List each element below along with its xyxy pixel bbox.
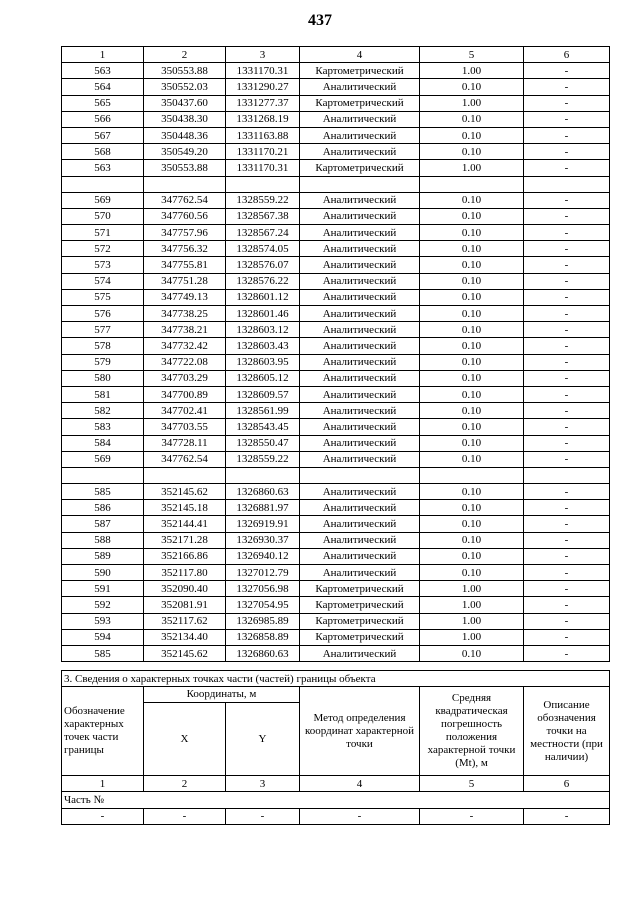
table-cell: 347738.21 xyxy=(144,322,226,338)
table-row xyxy=(62,613,610,629)
table-cell: - xyxy=(524,532,610,548)
table-cell: 0.10 xyxy=(420,225,524,241)
table-row xyxy=(62,208,610,224)
table-cell: 589 xyxy=(62,548,144,564)
column-number: 6 xyxy=(524,47,610,63)
table-cell: - xyxy=(524,597,610,613)
table-cell: 1328603.43 xyxy=(226,338,300,354)
table-cell: 580 xyxy=(62,370,144,386)
table-cell: 0.10 xyxy=(420,289,524,305)
table-row xyxy=(62,516,610,532)
table-cell xyxy=(420,176,524,192)
table-cell: Аналитический xyxy=(300,500,420,516)
part-label: Часть № xyxy=(62,792,610,808)
table-row xyxy=(62,370,610,386)
table-cell: 1328576.22 xyxy=(226,273,300,289)
table-cell: Аналитический xyxy=(300,225,420,241)
separator-row xyxy=(62,176,610,192)
table-row xyxy=(62,306,610,322)
table-row xyxy=(62,435,610,451)
table-cell xyxy=(144,176,226,192)
table-cell: - xyxy=(524,370,610,386)
table-cell: 350553.88 xyxy=(144,160,226,176)
header-x: X xyxy=(144,703,226,776)
table-cell: Аналитический xyxy=(300,79,420,95)
table-cell: 1331170.31 xyxy=(226,63,300,79)
table-cell: 585 xyxy=(62,645,144,661)
column-number: 4 xyxy=(300,47,420,63)
table-cell: Аналитический xyxy=(300,144,420,160)
table-cell: 585 xyxy=(62,484,144,500)
table-cell: - xyxy=(524,354,610,370)
table-row xyxy=(62,127,610,143)
table-row xyxy=(62,565,610,581)
table-cell: 352145.62 xyxy=(144,645,226,661)
table-cell: Аналитический xyxy=(300,484,420,500)
table-cell: Аналитический xyxy=(300,354,420,370)
table-cell: Аналитический xyxy=(300,273,420,289)
table-cell: - xyxy=(300,808,420,824)
table-cell xyxy=(300,467,420,483)
table-cell: Аналитический xyxy=(300,322,420,338)
table-cell: 347728.11 xyxy=(144,435,226,451)
table-cell: 352134.40 xyxy=(144,629,226,645)
table-cell: 1.00 xyxy=(420,63,524,79)
table-cell: 347703.55 xyxy=(144,419,226,435)
table-row xyxy=(62,241,610,257)
table-cell: Аналитический xyxy=(300,532,420,548)
table-cell: - xyxy=(524,192,610,208)
table-cell: - xyxy=(524,63,610,79)
table-cell: - xyxy=(524,435,610,451)
table-cell: Аналитический xyxy=(300,516,420,532)
table-row xyxy=(62,629,610,645)
table-row xyxy=(62,500,610,516)
table-cell: 1328543.45 xyxy=(226,419,300,435)
table-cell: 1326858.89 xyxy=(226,629,300,645)
table-cell: 1.00 xyxy=(420,581,524,597)
table-cell: Аналитический xyxy=(300,192,420,208)
table-cell: 1326985.89 xyxy=(226,613,300,629)
table-cell: - xyxy=(524,257,610,273)
header-error: Средняя квадратическая погрешность положения характерной точки (Mt), м xyxy=(420,687,524,776)
table-row xyxy=(62,192,610,208)
table-cell: Картометрический xyxy=(300,613,420,629)
table-cell: Аналитический xyxy=(300,241,420,257)
table-cell: Аналитический xyxy=(300,127,420,143)
table-cell: 574 xyxy=(62,273,144,289)
table-cell: - xyxy=(524,565,610,581)
table-cell: 563 xyxy=(62,160,144,176)
table-row xyxy=(62,273,610,289)
table-cell: 582 xyxy=(62,403,144,419)
table-cell: 1328561.99 xyxy=(226,403,300,419)
table-cell: 0.10 xyxy=(420,338,524,354)
table-cell: - xyxy=(524,516,610,532)
table-row xyxy=(62,548,610,564)
column-number: 1 xyxy=(62,776,144,792)
table-cell: 1326930.37 xyxy=(226,532,300,548)
table-cell: Картометрический xyxy=(300,581,420,597)
table-cell: Аналитический xyxy=(300,111,420,127)
table-cell: 0.10 xyxy=(420,516,524,532)
table-cell: 581 xyxy=(62,386,144,402)
column-number-row xyxy=(62,47,610,63)
table-cell: - xyxy=(524,645,610,661)
table-cell: Аналитический xyxy=(300,289,420,305)
column-number: 2 xyxy=(144,47,226,63)
table-cell: Аналитический xyxy=(300,419,420,435)
table-row xyxy=(62,257,610,273)
table-cell: 571 xyxy=(62,225,144,241)
table-row xyxy=(62,79,610,95)
table-cell: 1.00 xyxy=(420,629,524,645)
table-cell: 591 xyxy=(62,581,144,597)
table-cell: Аналитический xyxy=(300,435,420,451)
table-cell: 566 xyxy=(62,111,144,127)
table-cell: 0.10 xyxy=(420,192,524,208)
table-cell: 0.10 xyxy=(420,435,524,451)
table-cell: 1328603.12 xyxy=(226,322,300,338)
table-cell: 347722.08 xyxy=(144,354,226,370)
table-cell: - xyxy=(524,338,610,354)
section3-title: 3. Сведения о характерных точках части (частей) границы объекта xyxy=(62,671,610,687)
table-cell: 568 xyxy=(62,144,144,160)
table-cell: 1327012.79 xyxy=(226,565,300,581)
table-cell: 575 xyxy=(62,289,144,305)
page-number: 437 xyxy=(308,12,332,29)
table-cell: 0.10 xyxy=(420,419,524,435)
table-cell: 347755.81 xyxy=(144,257,226,273)
table-cell: 0.10 xyxy=(420,79,524,95)
table-cell: Аналитический xyxy=(300,386,420,402)
table-row xyxy=(62,403,610,419)
table-cell: 347762.54 xyxy=(144,192,226,208)
table-cell xyxy=(226,176,300,192)
table-cell: Аналитический xyxy=(300,306,420,322)
table-cell: - xyxy=(524,306,610,322)
column-number: 5 xyxy=(420,47,524,63)
table-cell: 1.00 xyxy=(420,95,524,111)
table-cell: 1331277.37 xyxy=(226,95,300,111)
table-cell: 1328609.57 xyxy=(226,386,300,402)
column-number: 6 xyxy=(524,776,610,792)
header-y: Y xyxy=(226,703,300,776)
table-cell: 1331290.27 xyxy=(226,79,300,95)
table-cell: 570 xyxy=(62,208,144,224)
table-cell: 1327054.95 xyxy=(226,597,300,613)
table-cell: 564 xyxy=(62,79,144,95)
table-cell: 352144.41 xyxy=(144,516,226,532)
table-cell: 563 xyxy=(62,63,144,79)
table-cell: - xyxy=(144,808,226,824)
table-row xyxy=(62,597,610,613)
column-number: 3 xyxy=(226,47,300,63)
table-cell: 587 xyxy=(62,516,144,532)
table-cell: 569 xyxy=(62,451,144,467)
table-cell: 583 xyxy=(62,419,144,435)
table-row xyxy=(62,111,610,127)
table-cell: 1331268.19 xyxy=(226,111,300,127)
table-cell: Аналитический xyxy=(300,257,420,273)
table-cell: - xyxy=(524,419,610,435)
table-cell: - xyxy=(524,95,610,111)
table-cell: Аналитический xyxy=(300,338,420,354)
table-cell: 350553.88 xyxy=(144,63,226,79)
table-cell: 593 xyxy=(62,613,144,629)
table-cell: 1328603.95 xyxy=(226,354,300,370)
table-cell: 1326881.97 xyxy=(226,500,300,516)
table-cell: Аналитический xyxy=(300,403,420,419)
table-cell: 347756.32 xyxy=(144,241,226,257)
table-cell: 592 xyxy=(62,597,144,613)
table-cell: 1328574.05 xyxy=(226,241,300,257)
table-row xyxy=(62,338,610,354)
table-cell: 1328559.22 xyxy=(226,192,300,208)
table-cell: - xyxy=(524,808,610,824)
table-cell: - xyxy=(524,451,610,467)
table-row xyxy=(62,289,610,305)
table-cell: - xyxy=(524,548,610,564)
table-row xyxy=(62,160,610,176)
table-cell: 1328550.47 xyxy=(226,435,300,451)
table-cell: 586 xyxy=(62,500,144,516)
header-designation: Обозначение характерных точек части границы xyxy=(62,687,144,776)
table-cell: 0.10 xyxy=(420,370,524,386)
table-cell: Картометрический xyxy=(300,63,420,79)
table-cell: - xyxy=(524,613,610,629)
table-cell: 352081.91 xyxy=(144,597,226,613)
table-cell: 1.00 xyxy=(420,597,524,613)
table-cell: - xyxy=(524,111,610,127)
table-row xyxy=(62,451,610,467)
table-cell: 569 xyxy=(62,192,144,208)
section3-table xyxy=(61,670,610,825)
table-cell: 347732.42 xyxy=(144,338,226,354)
table-cell: Картометрический xyxy=(300,597,420,613)
table-cell: 578 xyxy=(62,338,144,354)
table-cell: 352166.86 xyxy=(144,548,226,564)
table-cell: 347751.28 xyxy=(144,273,226,289)
section3-empty-row xyxy=(62,808,610,824)
table-cell: 1331163.88 xyxy=(226,127,300,143)
table-cell: 0.10 xyxy=(420,208,524,224)
table-cell: - xyxy=(62,808,144,824)
table-cell: - xyxy=(420,808,524,824)
table-cell: 1.00 xyxy=(420,613,524,629)
table-cell: 0.10 xyxy=(420,500,524,516)
table-row xyxy=(62,645,610,661)
table-row xyxy=(62,63,610,79)
table-cell: Аналитический xyxy=(300,645,420,661)
table-cell: 347762.54 xyxy=(144,451,226,467)
table-cell: 0.10 xyxy=(420,565,524,581)
table-cell xyxy=(524,176,610,192)
column-number: 1 xyxy=(62,47,144,63)
table-cell xyxy=(300,176,420,192)
column-number: 3 xyxy=(226,776,300,792)
table-cell: Картометрический xyxy=(300,95,420,111)
table-cell: 577 xyxy=(62,322,144,338)
column-number: 5 xyxy=(420,776,524,792)
table-cell: - xyxy=(524,386,610,402)
table-cell: - xyxy=(524,289,610,305)
table-cell: - xyxy=(524,629,610,645)
table-cell: - xyxy=(524,241,610,257)
table-cell: 0.10 xyxy=(420,273,524,289)
table-cell: 0.10 xyxy=(420,403,524,419)
table-cell: 347738.25 xyxy=(144,306,226,322)
table-row xyxy=(62,484,610,500)
table-cell: - xyxy=(524,225,610,241)
table-cell: 0.10 xyxy=(420,484,524,500)
table-cell: 1331170.31 xyxy=(226,160,300,176)
table-cell xyxy=(62,467,144,483)
table-row xyxy=(62,581,610,597)
table-cell: 0.10 xyxy=(420,306,524,322)
table-cell: 0.10 xyxy=(420,241,524,257)
table-cell: - xyxy=(524,208,610,224)
table-cell: 590 xyxy=(62,565,144,581)
table-cell: 350437.60 xyxy=(144,95,226,111)
table-cell: - xyxy=(524,273,610,289)
table-cell: 1326860.63 xyxy=(226,645,300,661)
table-cell: 579 xyxy=(62,354,144,370)
table-cell: 350549.20 xyxy=(144,144,226,160)
table-cell: 347760.56 xyxy=(144,208,226,224)
table-cell: 1.00 xyxy=(420,160,524,176)
table-row xyxy=(62,532,610,548)
table-cell: 0.10 xyxy=(420,354,524,370)
header-coordinates: Координаты, м xyxy=(144,687,300,703)
table-cell: 352145.62 xyxy=(144,484,226,500)
table-cell: 350552.03 xyxy=(144,79,226,95)
table-cell: 1326860.63 xyxy=(226,484,300,500)
table-cell: - xyxy=(524,581,610,597)
table-row xyxy=(62,144,610,160)
table-cell: - xyxy=(524,484,610,500)
header-description: Описание обозначения точки на местности (при наличии) xyxy=(524,687,610,776)
table-cell: Аналитический xyxy=(300,565,420,581)
table-cell: - xyxy=(524,500,610,516)
table-cell: 352090.40 xyxy=(144,581,226,597)
table-cell: 576 xyxy=(62,306,144,322)
table-cell: 0.10 xyxy=(420,386,524,402)
table-cell: 0.10 xyxy=(420,111,524,127)
table-cell: 1328605.12 xyxy=(226,370,300,386)
table-cell: 0.10 xyxy=(420,144,524,160)
table-cell: 0.10 xyxy=(420,257,524,273)
coordinates-table xyxy=(61,46,610,662)
table-cell: 584 xyxy=(62,435,144,451)
table-cell: 347749.13 xyxy=(144,289,226,305)
table-cell: 0.10 xyxy=(420,548,524,564)
table-cell: 1328567.24 xyxy=(226,225,300,241)
table-cell: - xyxy=(524,144,610,160)
table-row xyxy=(62,95,610,111)
table-cell: 567 xyxy=(62,127,144,143)
table-cell: 1331170.21 xyxy=(226,144,300,160)
table-cell xyxy=(144,467,226,483)
table-cell: 0.10 xyxy=(420,322,524,338)
table-cell: Картометрический xyxy=(300,629,420,645)
table-cell: 0.10 xyxy=(420,451,524,467)
column-number: 2 xyxy=(144,776,226,792)
table-cell: - xyxy=(524,160,610,176)
table-cell: 352145.18 xyxy=(144,500,226,516)
table-cell: 588 xyxy=(62,532,144,548)
table-cell: 1328601.46 xyxy=(226,306,300,322)
column-number: 4 xyxy=(300,776,420,792)
table-cell: Аналитический xyxy=(300,451,420,467)
header-method: Метод определения координат характерной точки xyxy=(300,687,420,776)
table-row xyxy=(62,419,610,435)
table-cell: 1328567.38 xyxy=(226,208,300,224)
table-cell: 0.10 xyxy=(420,127,524,143)
table-cell xyxy=(226,467,300,483)
table-cell: 594 xyxy=(62,629,144,645)
table-cell: Аналитический xyxy=(300,208,420,224)
table-cell: 573 xyxy=(62,257,144,273)
table-cell: - xyxy=(226,808,300,824)
table-cell: - xyxy=(524,127,610,143)
table-cell: Аналитический xyxy=(300,548,420,564)
table-cell: 1326940.12 xyxy=(226,548,300,564)
table-cell: 352117.62 xyxy=(144,613,226,629)
table-cell xyxy=(420,467,524,483)
table-cell: 572 xyxy=(62,241,144,257)
table-row xyxy=(62,322,610,338)
table-cell: 0.10 xyxy=(420,532,524,548)
table-cell: - xyxy=(524,322,610,338)
table-cell xyxy=(524,467,610,483)
table-cell: 352171.28 xyxy=(144,532,226,548)
section3-column-numbers xyxy=(62,776,610,792)
separator-row xyxy=(62,467,610,483)
table-cell: - xyxy=(524,403,610,419)
table-cell: 347700.89 xyxy=(144,386,226,402)
table-cell: - xyxy=(524,79,610,95)
table-row xyxy=(62,386,610,402)
table-cell: 1328576.07 xyxy=(226,257,300,273)
table-cell: 347757.96 xyxy=(144,225,226,241)
table-cell: 1328601.12 xyxy=(226,289,300,305)
table-cell: 350438.30 xyxy=(144,111,226,127)
table-row xyxy=(62,354,610,370)
table-cell: 352117.80 xyxy=(144,565,226,581)
table-cell: Аналитический xyxy=(300,370,420,386)
table-cell: 1327056.98 xyxy=(226,581,300,597)
table-cell: 0.10 xyxy=(420,645,524,661)
table-cell: Картометрический xyxy=(300,160,420,176)
table-cell: 350448.36 xyxy=(144,127,226,143)
table-row xyxy=(62,225,610,241)
table-cell: 1326919.91 xyxy=(226,516,300,532)
table-cell xyxy=(62,176,144,192)
table-cell: 347702.41 xyxy=(144,403,226,419)
table-cell: 565 xyxy=(62,95,144,111)
table-cell: 1328559.22 xyxy=(226,451,300,467)
table-cell: 347703.29 xyxy=(144,370,226,386)
